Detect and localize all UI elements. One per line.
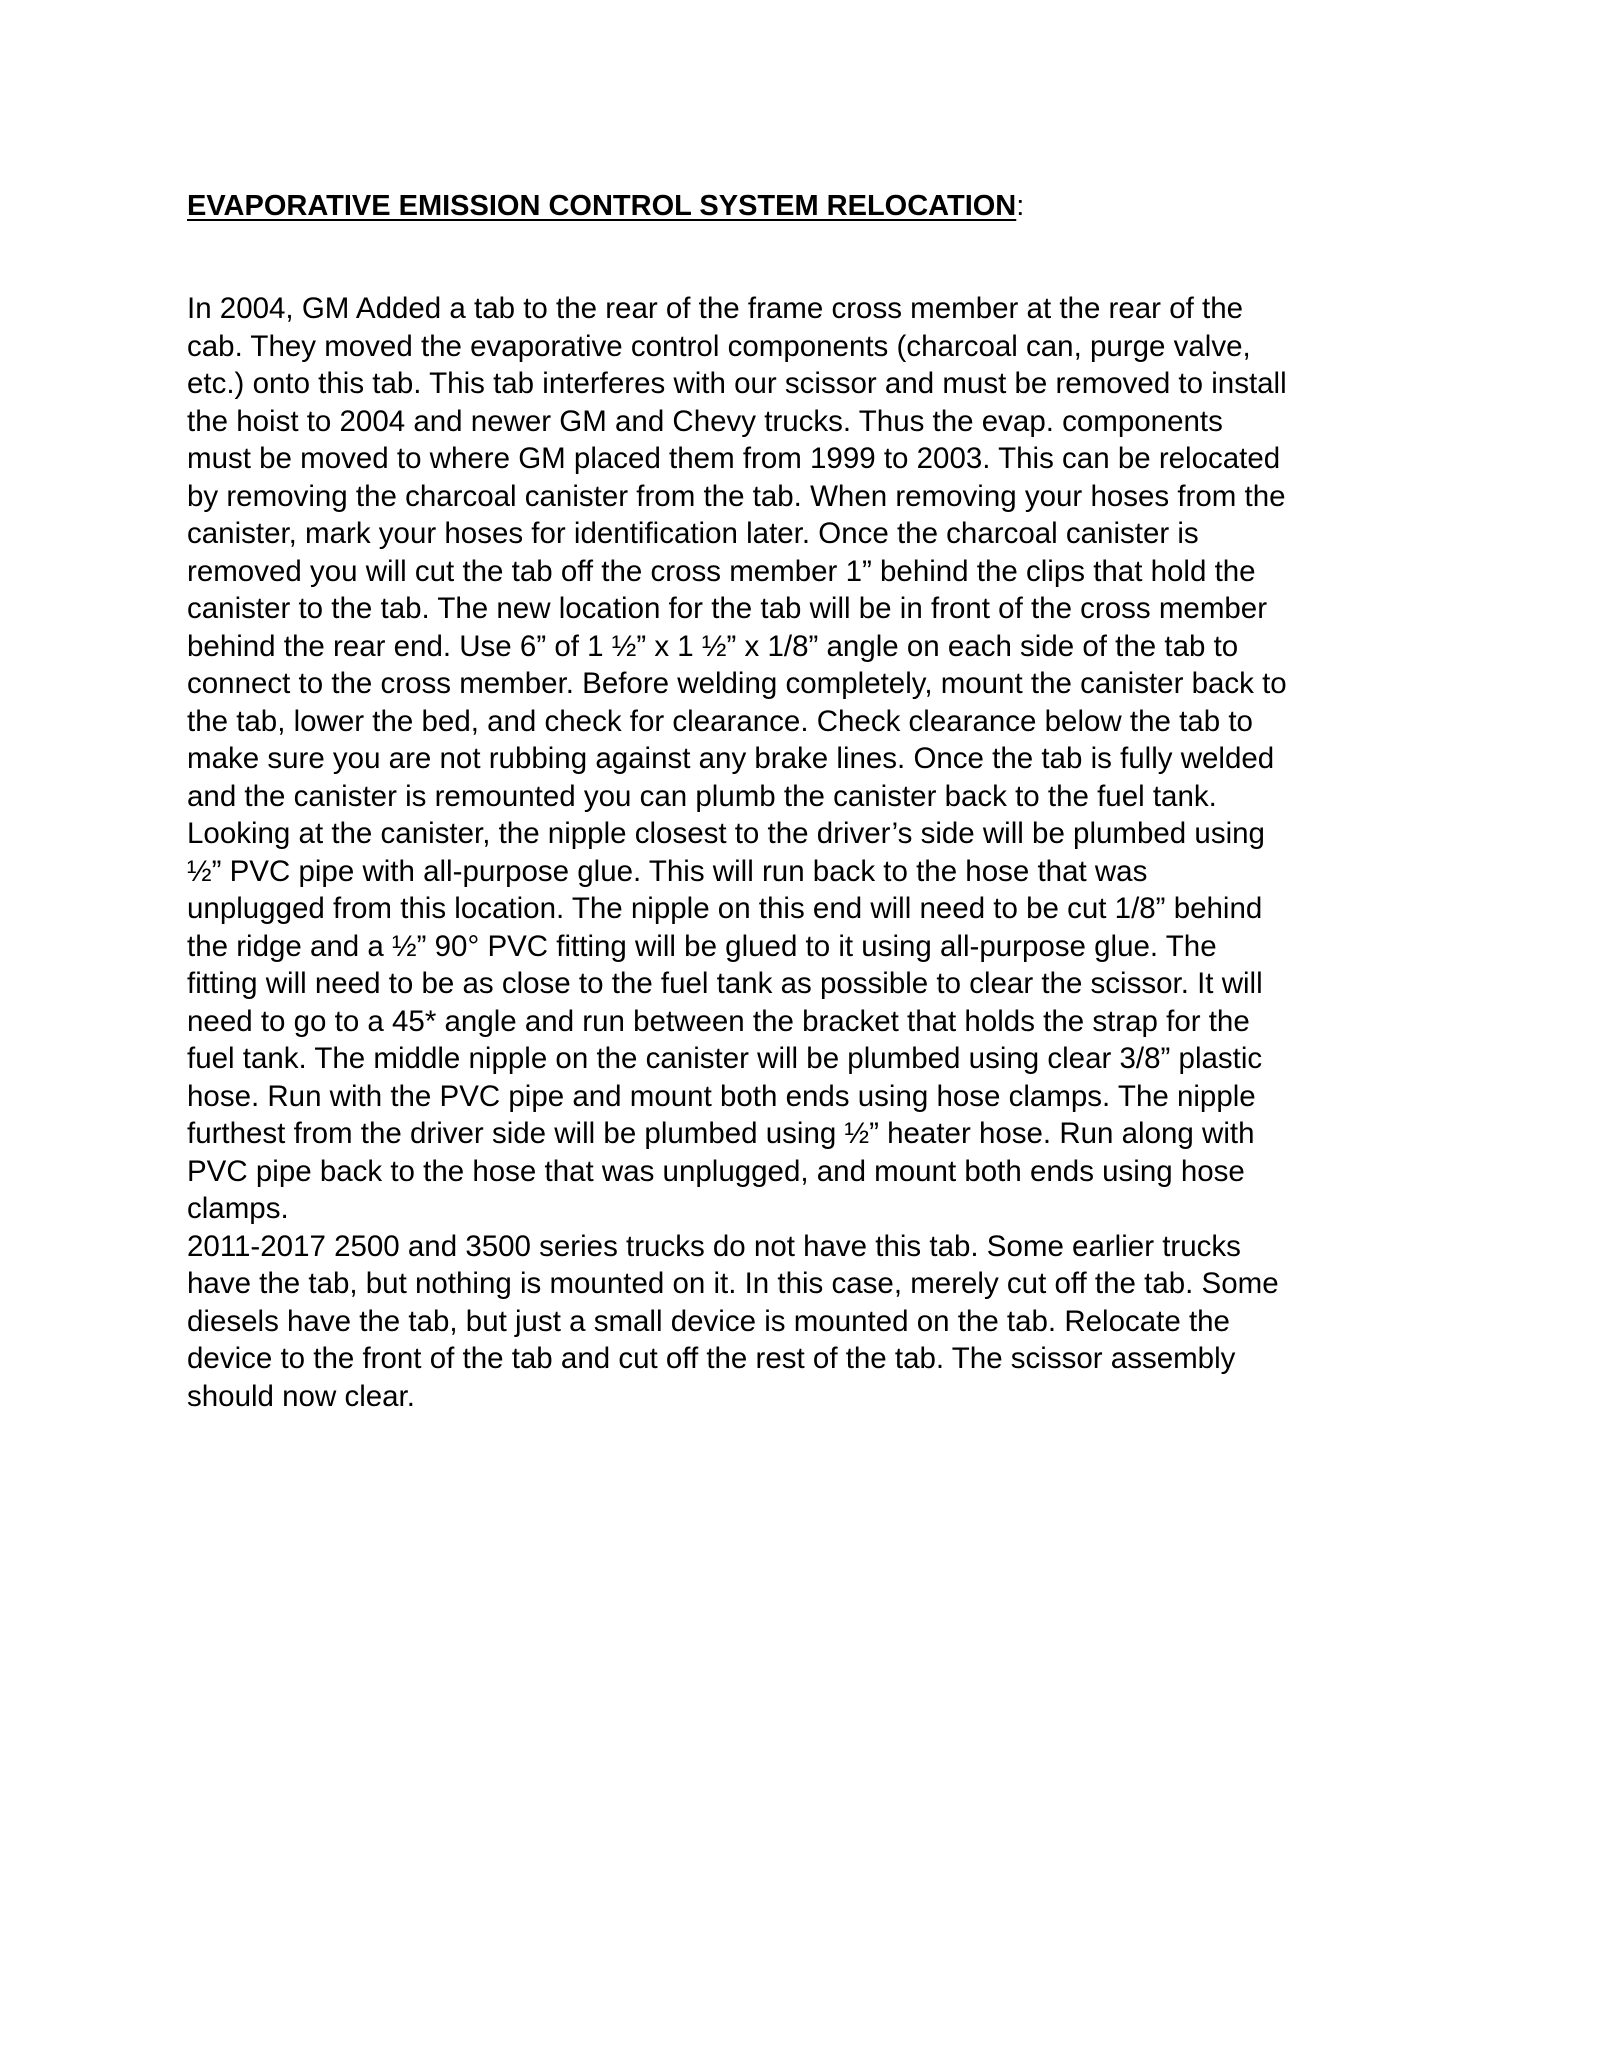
text-line: etc.) onto this tab. This tab interferes with our scissor and must be removed to install (187, 367, 1287, 400)
text-line: by removing the charcoal canister from the tab. When removing your hoses from the (187, 479, 1286, 513)
text-line: connect to the cross member. Before welding completely, mount the canister back to (187, 667, 1287, 700)
text-line: must be moved to where GM placed them from 1999 to 2003. This can be relocated (187, 442, 1281, 475)
text-line: fuel tank. The middle nipple on the canister will be plumbed using clear 3/8” plastic (187, 1042, 1263, 1075)
text-line: clamps. (187, 1192, 289, 1225)
text-line: ½” PVC pipe with all-purpose glue. This will run back to the hose that was (187, 854, 1148, 888)
text-line: diesels have the tab, but just a small device is mounted on the tab. Relocate the (187, 1304, 1230, 1338)
text-line: removed you will cut the tab off the cross member 1” behind the clips that hold the (187, 554, 1256, 588)
heading-title: EVAPORATIVE EMISSION CONTROL SYSTEM RELOCATION (187, 190, 1017, 222)
text-line: need to go to a 45* angle and run between the bracket that holds the strap for the (187, 1004, 1250, 1038)
text-line: unplugged from this location. The nipple on this end will need to be cut 1/8” behind (187, 892, 1263, 925)
body-paragraphs (187, 290, 1417, 1415)
text-line: device to the front of the tab and cut off the rest of the tab. The scissor assembly (187, 1342, 1236, 1375)
text-line: make sure you are not rubbing against any brake lines. Once the tab is fully welded (187, 742, 1275, 775)
text-line: In 2004, GM Added a tab to the rear of the frame cross member at the rear of the (187, 292, 1244, 325)
text-line: behind the rear end. Use 6” of 1 ½” x 1 ½” x 1/8” angle on each side of the tab to (187, 629, 1239, 663)
text-line: should now clear. (187, 1379, 415, 1413)
document-heading (187, 188, 1024, 224)
text-line: and the canister is remounted you can plumb the canister back to the fuel tank. (187, 779, 1217, 813)
heading-colon: : (1016, 190, 1025, 222)
text-line: hose. Run with the PVC pipe and mount both ends using hose clamps. The nipple (187, 1079, 1256, 1113)
text-line: 2011-2017 2500 and 3500 series trucks do not have this tab. Some earlier trucks (187, 1229, 1241, 1263)
text-line: canister, mark your hoses for identification later. Once the charcoal canister is (187, 517, 1199, 550)
text-line: have the tab, but nothing is mounted on it. In this case, merely cut off the tab. Some (187, 1267, 1279, 1300)
text-line: fitting will need to be as close to the fuel tank as possible to clear the scissor. It will (187, 967, 1263, 1000)
text-line: the hoist to 2004 and newer GM and Chevy trucks. Thus the evap. components (187, 404, 1223, 438)
text-line: canister to the tab. The new location for the tab will be in front of the cross member (187, 592, 1268, 625)
text-line: cab. They moved the evaporative control components (charcoal can, purge valve, (187, 329, 1251, 363)
text-line: Looking at the canister, the nipple closest to the driver’s side will be plumbed using (187, 817, 1265, 850)
text-line: the ridge and a ½” 90° PVC fitting will be glued to it using all-purpose glue. The (187, 929, 1217, 963)
text-line: furthest from the driver side will be plumbed using ½” heater hose. Run along with (187, 1117, 1255, 1150)
text-line: the tab, lower the bed, and check for clearance. Check clearance below the tab to (187, 704, 1253, 738)
text-line: PVC pipe back to the hose that was unplugged, and mount both ends using hose (187, 1154, 1245, 1188)
